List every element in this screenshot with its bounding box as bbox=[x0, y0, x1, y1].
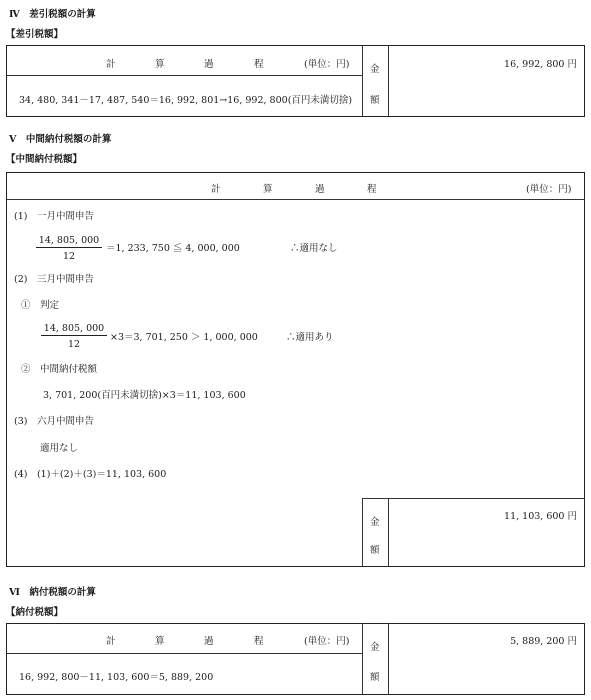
item-3-text: 適用なし bbox=[40, 443, 79, 454]
item-4-formula: (4) (1)＋(2)＋(3)＝11, 103, 600 bbox=[14, 469, 167, 480]
section-6-amount: 5, 889, 200 円 bbox=[510, 636, 577, 647]
calc-header-2: 算 bbox=[263, 184, 273, 195]
calc-header-4: 程 bbox=[367, 184, 377, 195]
section-4-label: 【差引税額】 bbox=[6, 29, 64, 40]
calc-header-2: 算 bbox=[155, 59, 165, 70]
sub-1-fraction bbox=[41, 323, 107, 350]
section-4-table bbox=[6, 45, 585, 117]
kin-label: 金 bbox=[370, 64, 380, 75]
sub-1-title: ① 判定 bbox=[21, 300, 60, 311]
section-5-label: 【中間納付税額】 bbox=[6, 154, 83, 165]
calc-header-4: 程 bbox=[254, 59, 264, 70]
section-6-heading: Ⅵ 納付税額の計算 bbox=[9, 587, 96, 598]
kin-label: 金 bbox=[370, 517, 380, 528]
gaku-label: 額 bbox=[370, 545, 380, 556]
calc-header-1: 計 bbox=[211, 184, 221, 195]
item-1-result: ∴適用なし bbox=[290, 243, 338, 254]
sub-1-result: ∴適用あり bbox=[286, 332, 334, 343]
fraction-denominator: 12 bbox=[67, 339, 81, 350]
calc-header-1: 計 bbox=[106, 59, 116, 70]
gaku-label: 額 bbox=[370, 672, 380, 683]
section-4-formula: 34, 480, 341－17, 487, 540＝16, 992, 801→16, 992, 800(百円未満切捨) bbox=[19, 95, 353, 106]
section-5-heading: Ⅴ 中間納付税額の計算 bbox=[9, 134, 112, 145]
calc-header-2: 算 bbox=[155, 636, 165, 647]
unit-label: (単位：円) bbox=[304, 636, 350, 647]
fraction-denominator: 12 bbox=[62, 251, 76, 262]
section-6-label: 【納付税額】 bbox=[6, 607, 64, 618]
item-1-title: (1) 一月中間申告 bbox=[14, 211, 94, 222]
fraction-numerator: 14, 805, 000 bbox=[41, 323, 107, 336]
calc-header-3: 過 bbox=[204, 636, 214, 647]
calc-header-1: 計 bbox=[106, 636, 116, 647]
section-6-formula: 16, 992, 800－11, 103, 600＝5, 889, 200 bbox=[19, 672, 214, 683]
gaku-label: 額 bbox=[370, 95, 380, 106]
section-4-amount: 16, 992, 800 円 bbox=[504, 59, 577, 70]
section-6-table bbox=[6, 623, 585, 695]
calc-header-3: 過 bbox=[204, 59, 214, 70]
item-1-fraction bbox=[36, 235, 102, 262]
sub-1-formula: ×3＝3, 701, 250 ＞ 1, 000, 000 bbox=[110, 332, 258, 343]
sub-2-title: ② 中間納付税額 bbox=[21, 364, 98, 375]
section-5-amount: 11, 103, 600 円 bbox=[504, 511, 577, 522]
kin-label: 金 bbox=[370, 642, 380, 653]
item-1-formula: ＝1, 233, 750 ≦ 4, 000, 000 bbox=[106, 243, 240, 254]
unit-label: (単位：円) bbox=[526, 184, 572, 195]
sub-2-formula: 3, 701, 200(百円未満切捨)×3＝11, 103, 600 bbox=[43, 390, 246, 401]
fraction-numerator: 14, 805, 000 bbox=[36, 235, 102, 248]
calc-header-4: 程 bbox=[254, 636, 264, 647]
item-2-title: (2) 三月中間申告 bbox=[14, 274, 94, 285]
section-4-heading: Ⅳ 差引税額の計算 bbox=[9, 9, 96, 20]
calc-header-3: 過 bbox=[315, 184, 325, 195]
unit-label: (単位：円) bbox=[304, 59, 350, 70]
item-3-title: (3) 六月中間申告 bbox=[14, 416, 94, 427]
